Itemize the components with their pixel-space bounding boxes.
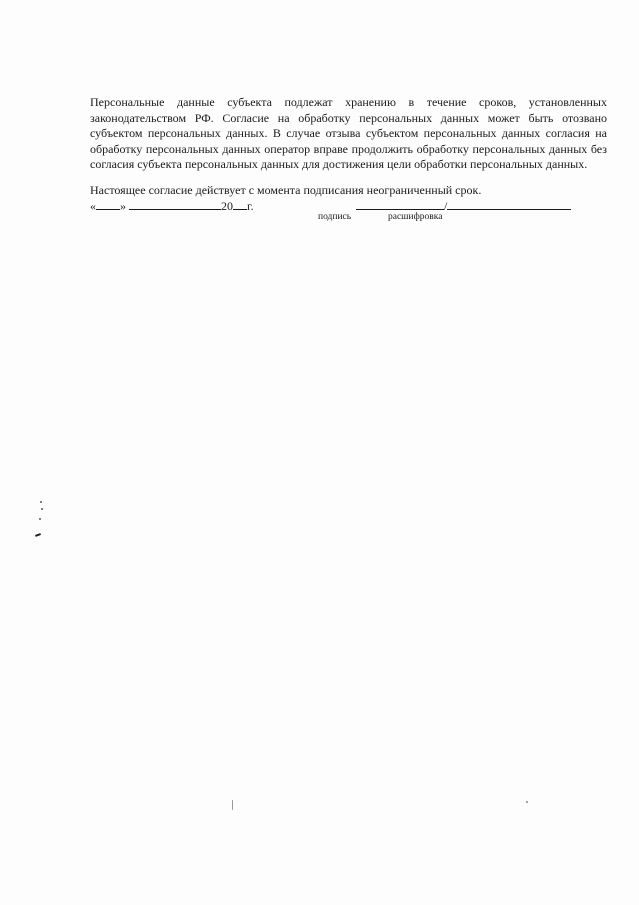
decode-blank [447,198,571,210]
year-suffix: г. [247,199,254,213]
date-field [90,198,254,214]
consent-storage-paragraph: Персональные данные субъекта подлежат хранению в течение сроков, установленных законодательством РФ. Согласие на обработку персональных данных может быть отозвано субъектом персональных данных. В случае отзыва субъектом персональных данных согласия на обработку персональных данных оператор вправе продолжить обработку персональных данных без согласия субъекта персональных данных для достижения цели обработки персональных данных. [90,95,607,171]
scan-speck [35,533,41,537]
date-open-quote: « [90,199,96,213]
consent-validity-text: Настоящее согласие действует с момента подписания неограниченный срок. [90,183,482,197]
date-close-quote: » [120,199,126,213]
signature-caption: подпись [318,212,352,222]
scan-speck [41,508,43,510]
month-blank [129,198,221,210]
scan-speck [40,501,42,503]
scan-speck [39,518,41,520]
scan-speck [232,800,233,810]
decode-caption: расшифровка [388,212,443,222]
signature-separator: / [444,199,448,213]
year-prefix: 20 [221,199,233,213]
scan-speck [526,801,528,803]
year-blank [233,198,247,210]
signature-blank [356,198,444,210]
day-blank [96,198,120,210]
